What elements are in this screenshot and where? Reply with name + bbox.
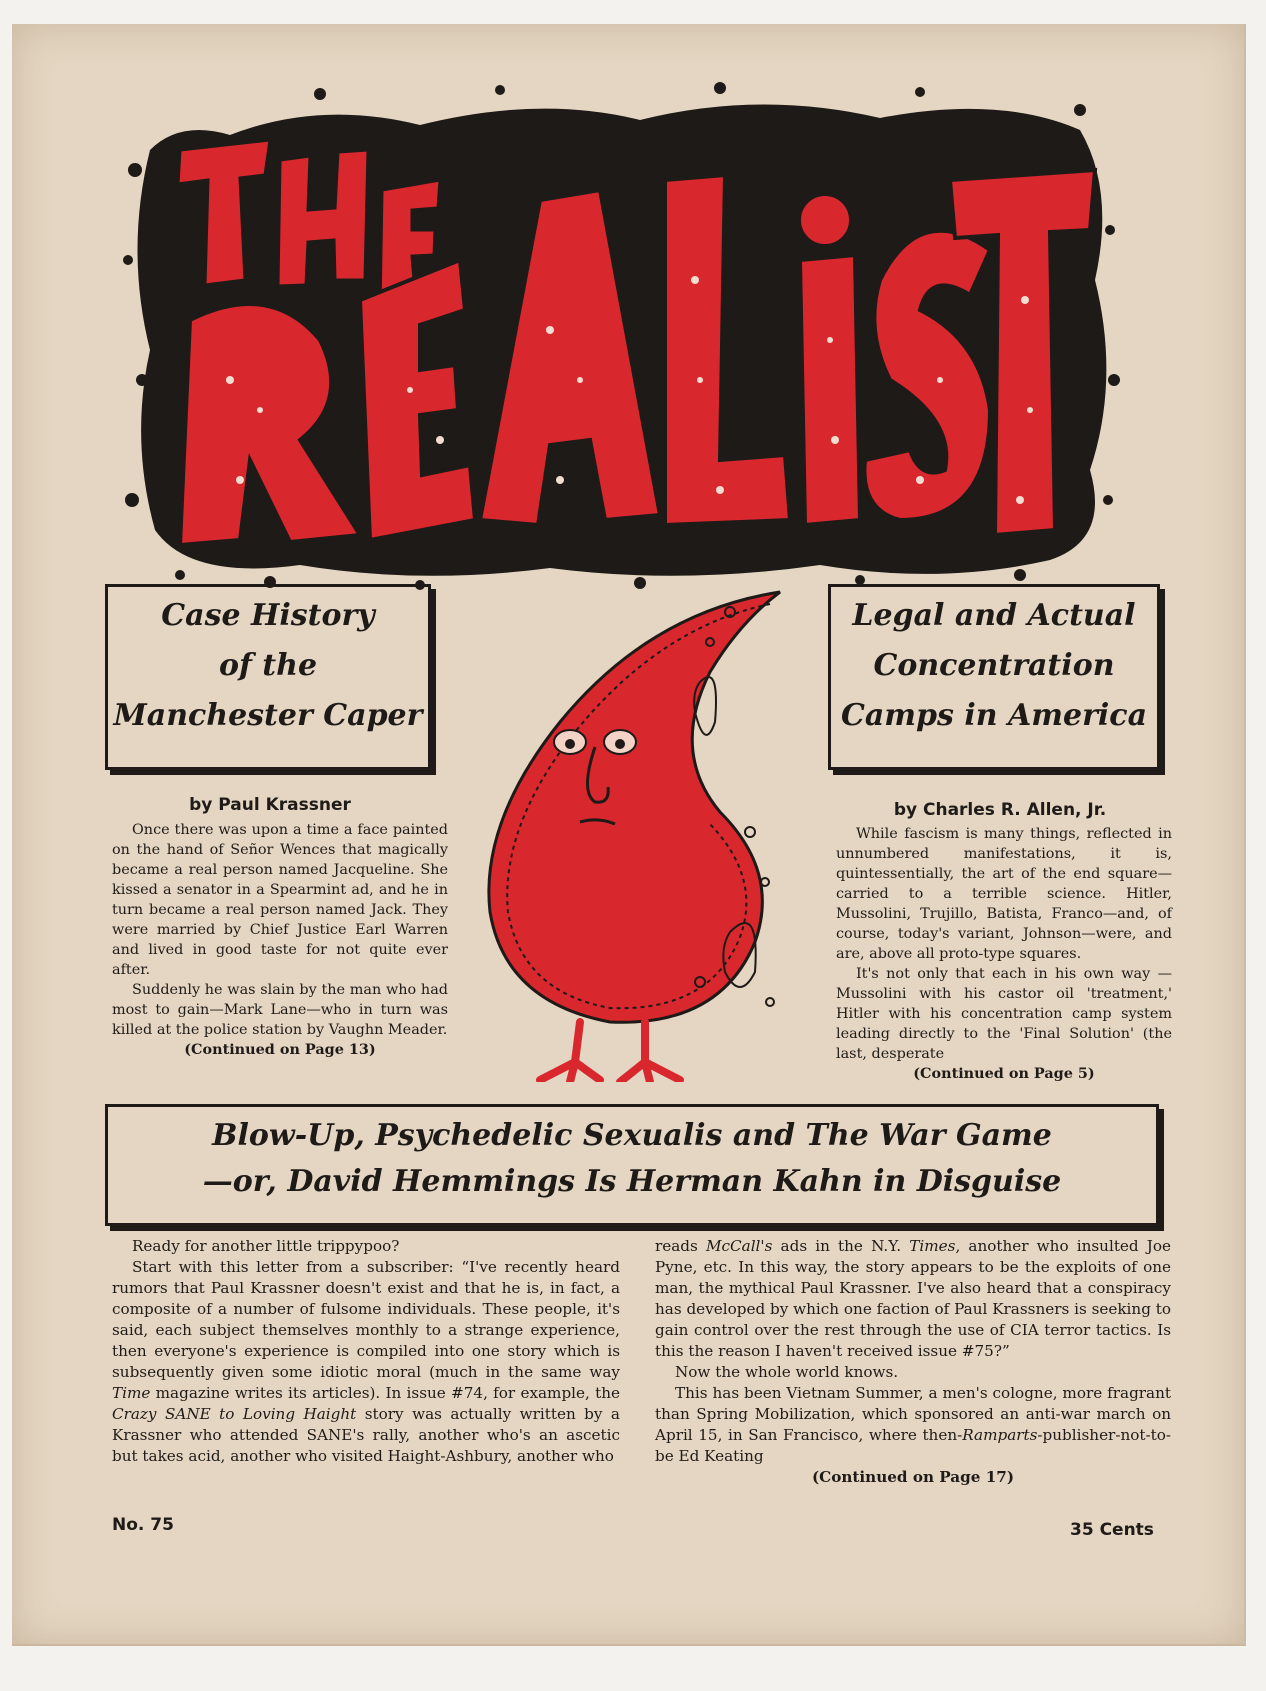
left-article-paragraph: Suddenly he was slain by the man who had most to gain—Mark Lane—who in turn was killed at the police station by Vaughn Meader. bbox=[112, 982, 448, 1038]
issue-number: No. 75 bbox=[112, 1515, 174, 1535]
cover-price: 35 Cents bbox=[1070, 1520, 1154, 1540]
right-article-title-line: Concentration bbox=[873, 648, 1115, 683]
main-article-paragraph: Ready for another little trippypoo? bbox=[132, 1237, 400, 1255]
main-article-paragraph: Start with this letter from a subscriber: “I've recently heard rumors that Paul Krassner doesn't exist and that he is, in fact, a composite of a number of fulsome individuals. These people, it's said, each subject themselves monthly to a strange experience, then everyone's experience is compiled into one story which is subsequently given some idiotic moral (much in the same way Time magazine writes its articles). In issue #74, for example, the Crazy SANE to Loving Haight story was actually written by a Krassner who attended SANE's rally, another who's an ascetic but takes acid, another who visited Haight-Ashbury, another who bbox=[112, 1258, 620, 1465]
right-article-title-line: Camps in America bbox=[840, 698, 1148, 733]
main-article-paragraph: Now the whole world knows. bbox=[675, 1363, 899, 1381]
main-article-title-line: —or, David Hemmings Is Herman Kahn in Disguise bbox=[202, 1164, 1062, 1199]
main-article-title-line: Blow-Up, Psychedelic Sexualis and The War Game bbox=[212, 1118, 1052, 1153]
left-article-byline: by Paul Krassner bbox=[189, 795, 351, 815]
right-article-continued: (Continued on Page 5) bbox=[913, 1065, 1095, 1082]
main-article-paragraph: This has been Vietnam Summer, a men's cologne, more fragrant than Spring Mobilization, which sponsored an anti-war march on April 15, in San Francisco, where then-Ramparts-publisher-not-to-be Ed Keating bbox=[655, 1384, 1171, 1465]
right-article-paragraph: It's not only that each in his own way — Mussolini with his castor oil 'treatment,' Hitler with his concentration camp system leading directly to the 'Final Solution' (the last, desperate bbox=[836, 966, 1172, 1062]
right-article-title-box bbox=[828, 584, 1160, 770]
left-article-continued: (Continued on Page 13) bbox=[184, 1041, 376, 1058]
right-article-paragraph: While fascism is many things, reflected in unnumbered manifestations, it is, quintessentially, the art of the end square—carried to a terrible science. Hitler, Mussolini, Trujillo, Batista, Franco—and, of course, today's variant, Johnson—were, and are, above all proto-type squares. bbox=[836, 826, 1172, 962]
main-article-column-2 bbox=[655, 1236, 1171, 1488]
left-article-title-line: of the bbox=[218, 648, 318, 683]
red-drop-character-illustration bbox=[470, 582, 810, 1082]
right-article-title-line: Legal and Actual bbox=[852, 598, 1136, 633]
right-article-body bbox=[836, 824, 1172, 1084]
main-article-column-1 bbox=[112, 1236, 620, 1467]
main-article-continued: (Continued on Page 17) bbox=[811, 1468, 1015, 1486]
left-article-title-line: Manchester Caper bbox=[113, 698, 423, 733]
right-article-byline: by Charles R. Allen, Jr. bbox=[893, 800, 1107, 820]
main-article-title-box bbox=[105, 1104, 1159, 1226]
main-article-paragraph: reads McCall's ads in the N.Y. Times, another who insulted Joe Pyne, etc. In this way, the story appears to be the exploits of one man, the mythical Paul Krassner. I've also heard that a conspiracy has developed by which one faction of Paul Krassners is seeking to gain control over the rest through the use of CIA terror tactics. Is this the reason I haven't received issue #75?” bbox=[655, 1237, 1171, 1360]
left-article-paragraph: Once there was upon a time a face painted on the hand of Señor Wences that magically became a real person named Jacqueline. She kissed a senator in a Spearmint ad, and he in turn became a real person named Jack. They were married by Chief Justice Earl Warren and lived in good taste for not quite ever after. bbox=[112, 822, 448, 978]
masthead-illustration bbox=[120, 80, 1120, 590]
masthead-logo bbox=[120, 80, 1120, 590]
left-article-title-box bbox=[105, 584, 431, 770]
left-article-title-line: Case History bbox=[161, 598, 375, 633]
left-article-body bbox=[112, 820, 448, 1060]
